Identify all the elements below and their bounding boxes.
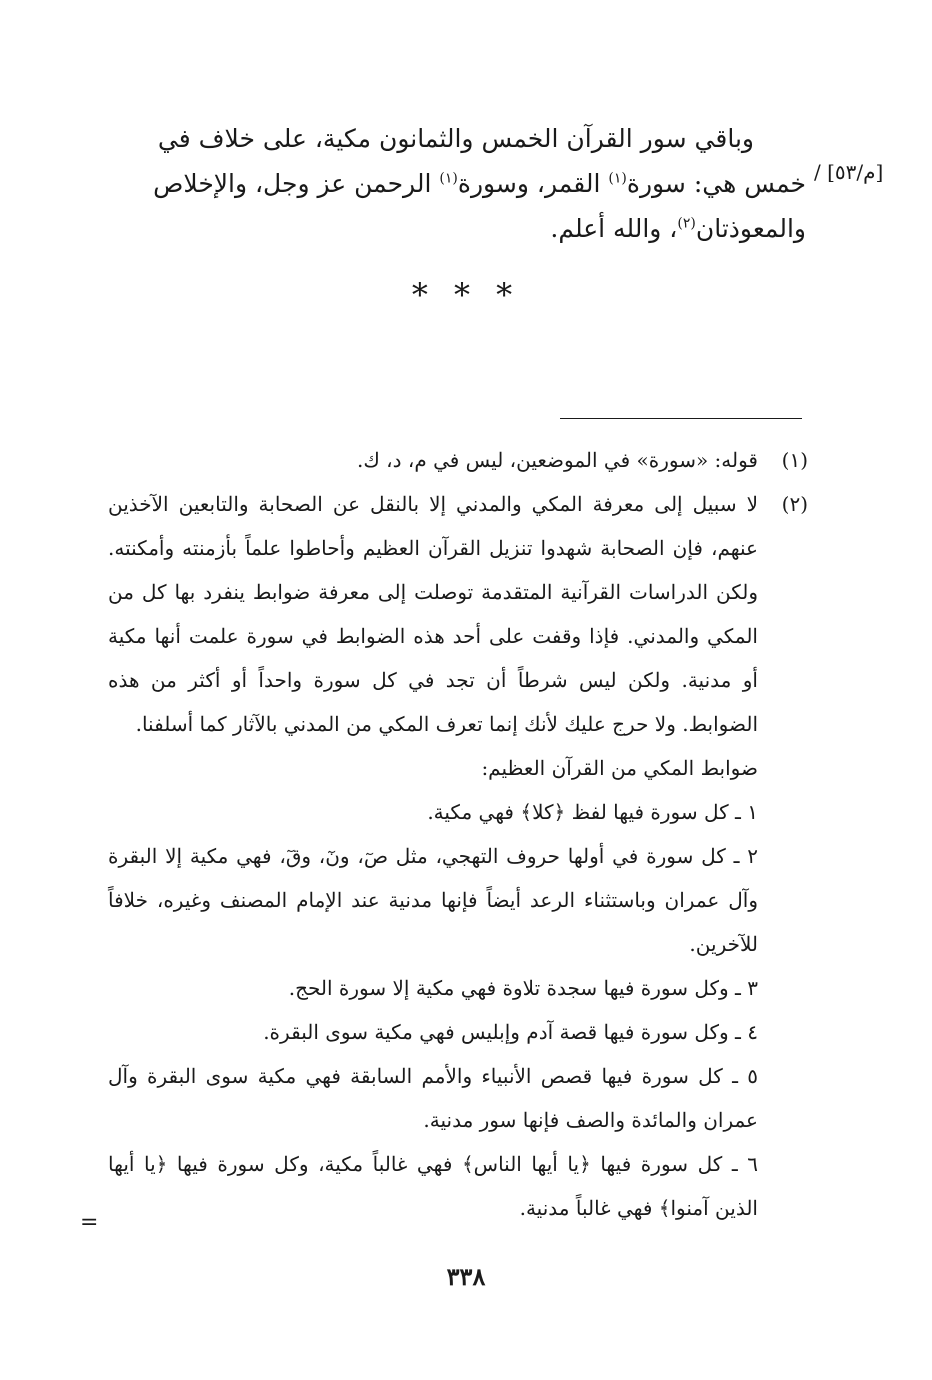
main-line-1 <box>108 116 806 161</box>
footnote-2-body <box>108 482 758 1230</box>
main-line-3 <box>108 206 806 251</box>
footnote-1-text: قوله: «سورة» في الموضعين، ليس في م، د، ك. <box>356 448 758 472</box>
footnote-2-rule-6: ٦ ـ كل سورة فيها ﴿يا أيها الناس﴾ فهي غالباً مكية، وكل سورة فيها ﴿يا أيها الذين آمنوا﴾ فهي غالباً مدنية. <box>108 1152 758 1220</box>
footnote-2-rule-3: ٣ ـ وكل سورة فيها سجدة تلاوة فهي مكية إلا سورة الحج. <box>288 976 758 1000</box>
footnote-2-rule-1: ١ ـ كل سورة فيها لفظ ﴿كلا﴾ فهي مكية. <box>427 800 758 824</box>
footnote-ref-2[interactable]: (٢) <box>677 215 696 232</box>
footnote-2-paragraph: لا سبيل إلى معرفة المكي والمدني إلا بالنقل عن الصحابة والتابعين الآخذين عنهم، فإن الصحابة شهدوا تنزيل القرآن العظيم وأحاطوا علماً بأزمنته وأمكنته. ولكن الدراسات القرآنية المتقدمة توصلت إلى معرفة ضوابط ينفرد بها كل من المكي والمدني. فإذا وقفت على أحد هذه الضوابط في سورة علمت أنها مكية أو مدنية. ولكن ليس شرطاً أن تجد في كل سورة واحداً أو أكثر من هذه الضوابط. ولا حرج عليك لأنك إنما تعرف المكي من المدني بالآثار كما أسلفنا. <box>108 492 758 736</box>
footnote-1-number: (١) <box>781 448 808 472</box>
main-line-3-part-b: ، والله أعلم. <box>550 214 678 243</box>
continuation-mark: = <box>80 1210 99 1235</box>
main-line-1-text: وباقي سور القرآن الخمس والثمانون مكية، على خلاف في <box>157 124 754 153</box>
page-number: ٣٣٨ <box>446 1262 486 1291</box>
main-line-3-part-a: والمعوذتان <box>695 214 806 243</box>
main-line-2-part-a: خمس هي: سورة <box>626 169 806 198</box>
section-separator: * * * <box>411 276 521 314</box>
footnote-1 <box>108 438 808 482</box>
footnote-divider <box>560 418 802 419</box>
main-text <box>108 116 806 251</box>
main-line-2-part-b: القمر، وسورة <box>457 169 609 198</box>
footnote-2-rule-2: ٢ ـ كل سورة في أولها حروف التهجي، مثل صٓ، ونٓ، وقٓ، فهي مكية إلا البقرة وآل عمران وباستثناء الرعد أيضاً فإنها مدنية عند الإمام المصنف وغيره، خلافاً للآخرين. <box>108 844 758 956</box>
manuscript-page-marker: [م/٥٣] / <box>814 160 884 184</box>
footnote-2 <box>108 482 808 1230</box>
footnote-2-rule-5: ٥ ـ كل سورة فيها قصص الأنبياء والأمم السابقة فهي مكية سوى البقرة وآل عمران والمائدة والصف فإنها سور مدنية. <box>108 1064 758 1132</box>
footnote-2-heading: ضوابط المكي من القرآن العظيم: <box>481 756 758 780</box>
footnotes <box>108 438 808 1230</box>
footnote-ref-1[interactable]: (١) <box>608 170 627 187</box>
footnote-ref-1b[interactable]: (١) <box>439 170 458 187</box>
main-line-2-part-c: الرحمن عز وجل، والإخلاص <box>153 169 440 198</box>
footnote-2-rule-4: ٤ ـ وكل سورة فيها قصة آدم وإبليس فهي مكية سوى البقرة. <box>263 1020 758 1044</box>
footnote-2-number: (٢) <box>781 492 808 516</box>
main-line-2 <box>108 161 806 206</box>
